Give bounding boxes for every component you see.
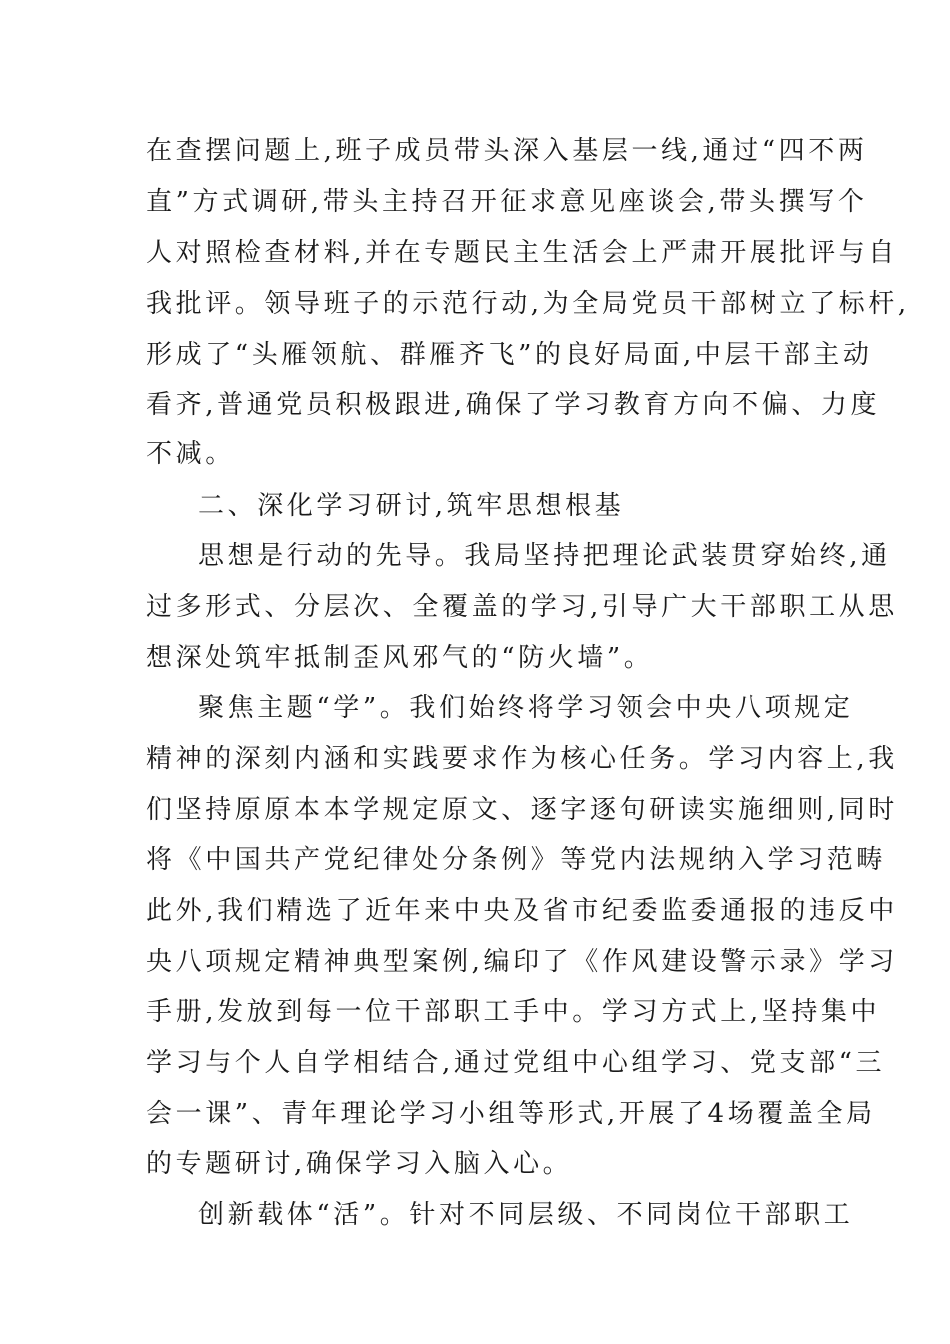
paragraph-line: 思想是行动的先导。我局坚持把理论武装贯穿始终,通 [198,541,891,571]
paragraph-line: 学习与个人自学相结合,通过党组中心组学习、党支部“三 [146,1048,886,1078]
paragraph-line: 央八项规定精神典型案例,编印了《作风建设警示录》学习 [146,947,898,977]
paragraph-line: 创新载体“活”。针对不同层级、不同岗位干部职工 [198,1200,854,1230]
paragraph-line: 手册,发放到每一位干部职工手中。学习方式上,坚持集中 [146,997,881,1027]
paragraph-line: 此外,我们精选了近年来中央及省市纪委监委通报的违反中 [146,896,898,926]
paragraph-line: 人对照检查材料,并在专题民主生活会上严肃开展批评与自 [146,238,898,268]
paragraph-line: 直”方式调研,带头主持召开征求意见座谈会,带头撰写个 [146,187,868,217]
paragraph-line: 将《中国共产党纪律处分条例》等党内法规纳入学习范畴 [146,845,887,875]
paragraph-line: 我批评。领导班子的示范行动,为全局党员干部树立了标杆, [146,289,910,319]
paragraph-line: 在查摆问题上,班子成员带头深入基层一线,通过“四不两 [146,136,868,166]
paragraph-line: 的专题研讨,确保学习入脑入心。 [146,1149,573,1179]
paragraph-line: 聚焦主题“学”。我们始终将学习领会中央八项规定 [198,693,854,723]
paragraph-line: 精神的深刻内涵和实践要求作为核心任务。学习内容上,我 [146,744,898,774]
paragraph-line: 不减。 [146,439,235,469]
paragraph-line: 们坚持原原本本学规定原文、逐字逐句研读实施细则,同时 [146,795,898,825]
paragraph-line: 形成了“头雁领航、群雁齐飞”的良好局面,中层干部主动 [146,340,873,370]
paragraph-line: 想深处筑牢抵制歪风邪气的“防火墙”。 [146,643,654,673]
paragraph-line: 会一课”、青年理论学习小组等形式,开展了4场覆盖全局 [146,1099,876,1129]
section-heading: 二、深化学习研讨,筑牢思想根基 [198,491,625,521]
paragraph-line: 看齐,普通党员积极跟进,确保了学习教育方向不偏、力度 [146,390,881,420]
paragraph-line: 过多形式、分层次、全覆盖的学习,引导广大干部职工从思 [146,592,898,622]
